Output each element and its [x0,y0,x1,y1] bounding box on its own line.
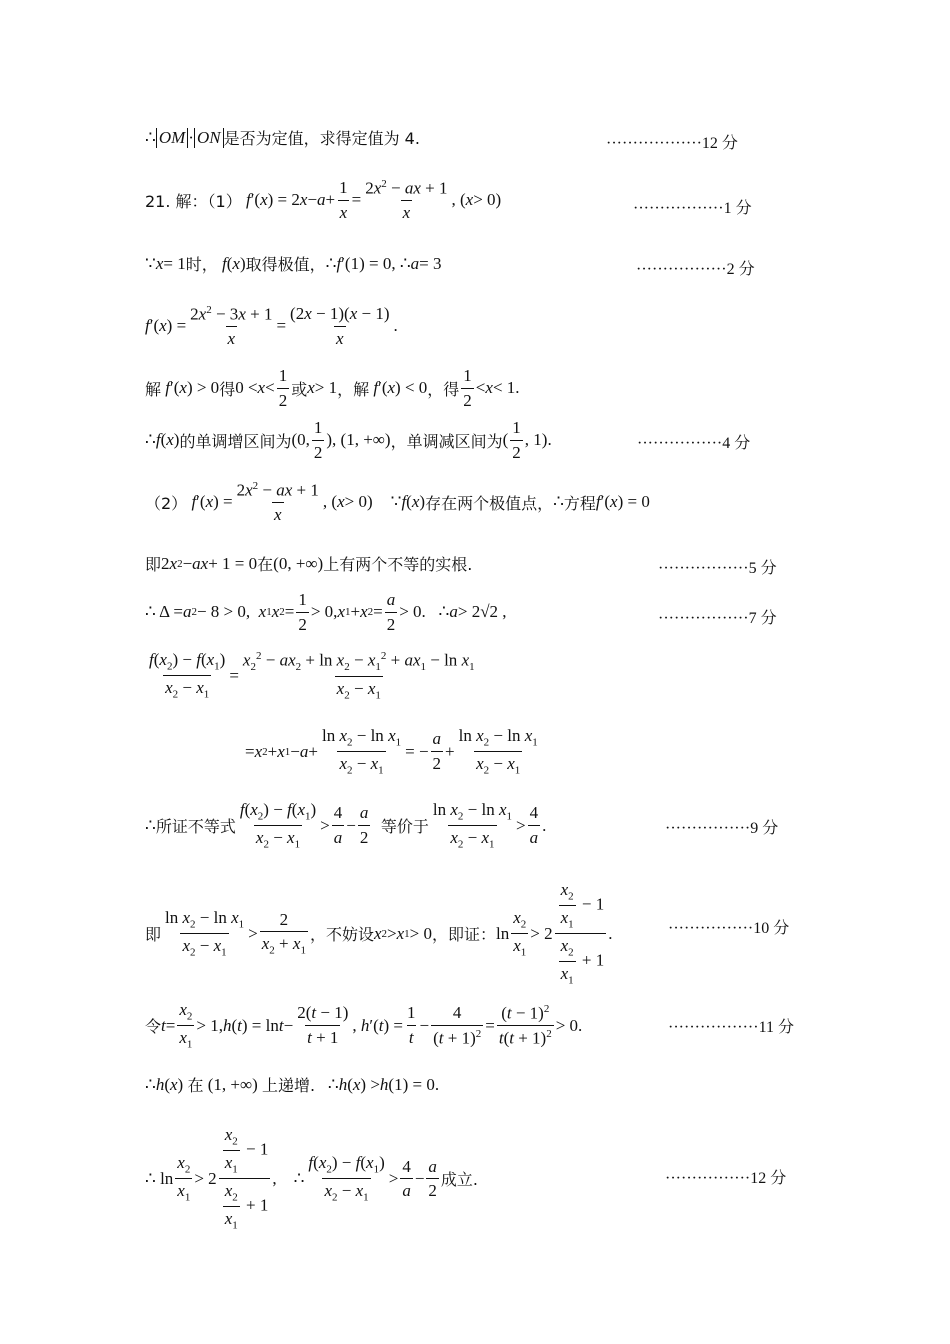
score-10: ················10 分 [668,920,790,937]
line-increasing: ∴ h ( x ) 在 (1, +∞) 上递增. ∴ h ( x ) > h (1) = 0. [145,1074,440,1095]
score-5: ·················5 分 [658,560,777,577]
question-21-label: 21. 解：（1） [145,191,242,211]
line-extremum: ∵ x = 1 时， f ( x ) 取得极值， ∴ f ′(1) = 0, ∴ a = 3 [145,253,442,274]
score-4: ················4 分 [637,435,751,452]
line-slope-simplified: = x 2 + x 1 − a + $\ln x_2 - \ln x_1$ $x_2 - x_1$ = − a 2 + $\ln x_2 - \ln x_1$ $x_2 - x_1$ [245,726,538,777]
score-12b: ················12 分 [665,1170,787,1187]
score-3: ·················2 分 [636,261,755,278]
line-intervals: ∴ f ( x ) 的单调增区间为 (0, 1 2 ), (1, +∞) ，单调减区间为 ( 1 2 , 1). [145,418,552,462]
score-7: ·················7 分 [658,610,777,627]
score-2: ·················1 分 [633,200,752,217]
line-discriminant: ∴ Δ = a 2 − 8 > 0, x 1 x 2 = 1 2 > 0, x 1 + x 2 = a 2 > 0. ∴ a > 2√2 , [145,590,507,634]
score-9: ················9 分 [665,820,779,837]
line-substitute: 令 t = $x_2$ $x_1$ > 1, h ( t ) = ln t − 2(t − 1) t + 1 , h ′( t ) = 1 t − 4 $(t + 1)^2$ = $(t - 1)^2$ $t(t + 1)^2$ > 0. [145,1000,583,1051]
line-to-prove: 即 $\ln x_2 - \ln x_1$ $x_2 - x_1$ > 2 $x_2 + x_1$ ，不妨设 x 2 > x 1 > 0 ，即证： ln $x_2$ $x_1$ > 2 $\frac{x_2}{x_1}$ − 1 $\frac{x_2}{x_1}$ + 1 . [145,880,613,987]
line-om-on: ∴ OM · ON 是否为定值，求得定值为 4. [145,127,420,148]
line-slope: $f(x_2) - f(x_1)$ $x_2 - x_1$ = $x_2^2 - ax_2 + \ln x_2 - x_1^2 + ax_1 - \ln x_1$ $x_2 - x_1$ [149,650,475,702]
line-factored: f ′( x ) = $2x^2 - 3x + 1$ x = (2x − 1)(x − 1) x . [145,304,398,349]
line-roots: 即 2 x 2 − ax + 1 = 0 在 (0, +∞) 上有两个不等的实根. [145,553,473,574]
line-part2: （2） f ′( x ) = $2x^2$ − ax + 1 x , ( x > 0) ∵ f ( x ) 存在两个极值点， ∴ 方程 f ′( x ) = 0 [145,480,650,525]
line-equivalent: ∴ 所证不等式 $f(x_2) - f(x_1)$ $x_2 - x_1$ > 4 a − a 2 等价于 $\ln x_2 - \ln x_1$ $x_2 - x_1$ > 4 a . [145,800,547,851]
line-solve-ineq: 解 f ′( x ) > 0 得 0 < x < 1 2 或 x > 1 ，解 f ′( x ) < 0 ，得 1 2 < x < 1. [145,366,520,410]
line-1-text: 是否为定值，求得定值为 4. [223,129,420,148]
line-conclusion: ∴ ln $x_2$ $x_1$ > 2 $\frac{x_2}{x_1}$ − 1 $\frac{x_2}{x_1}$ + 1 , ∴ $f(x_2) - f(x_1)$ $x_2 - x_1$ > 4 a − a 2 成立. [145,1125,479,1232]
score-11: ·················11 分 [668,1019,794,1036]
line-21-derivative: 21. 解：（1） f ′( x ) = 2 x − a + 1 x = $2x^2$ − ax + 1 x , ( x > 0) [145,178,502,223]
score-1: ··················12 分 [606,135,738,152]
